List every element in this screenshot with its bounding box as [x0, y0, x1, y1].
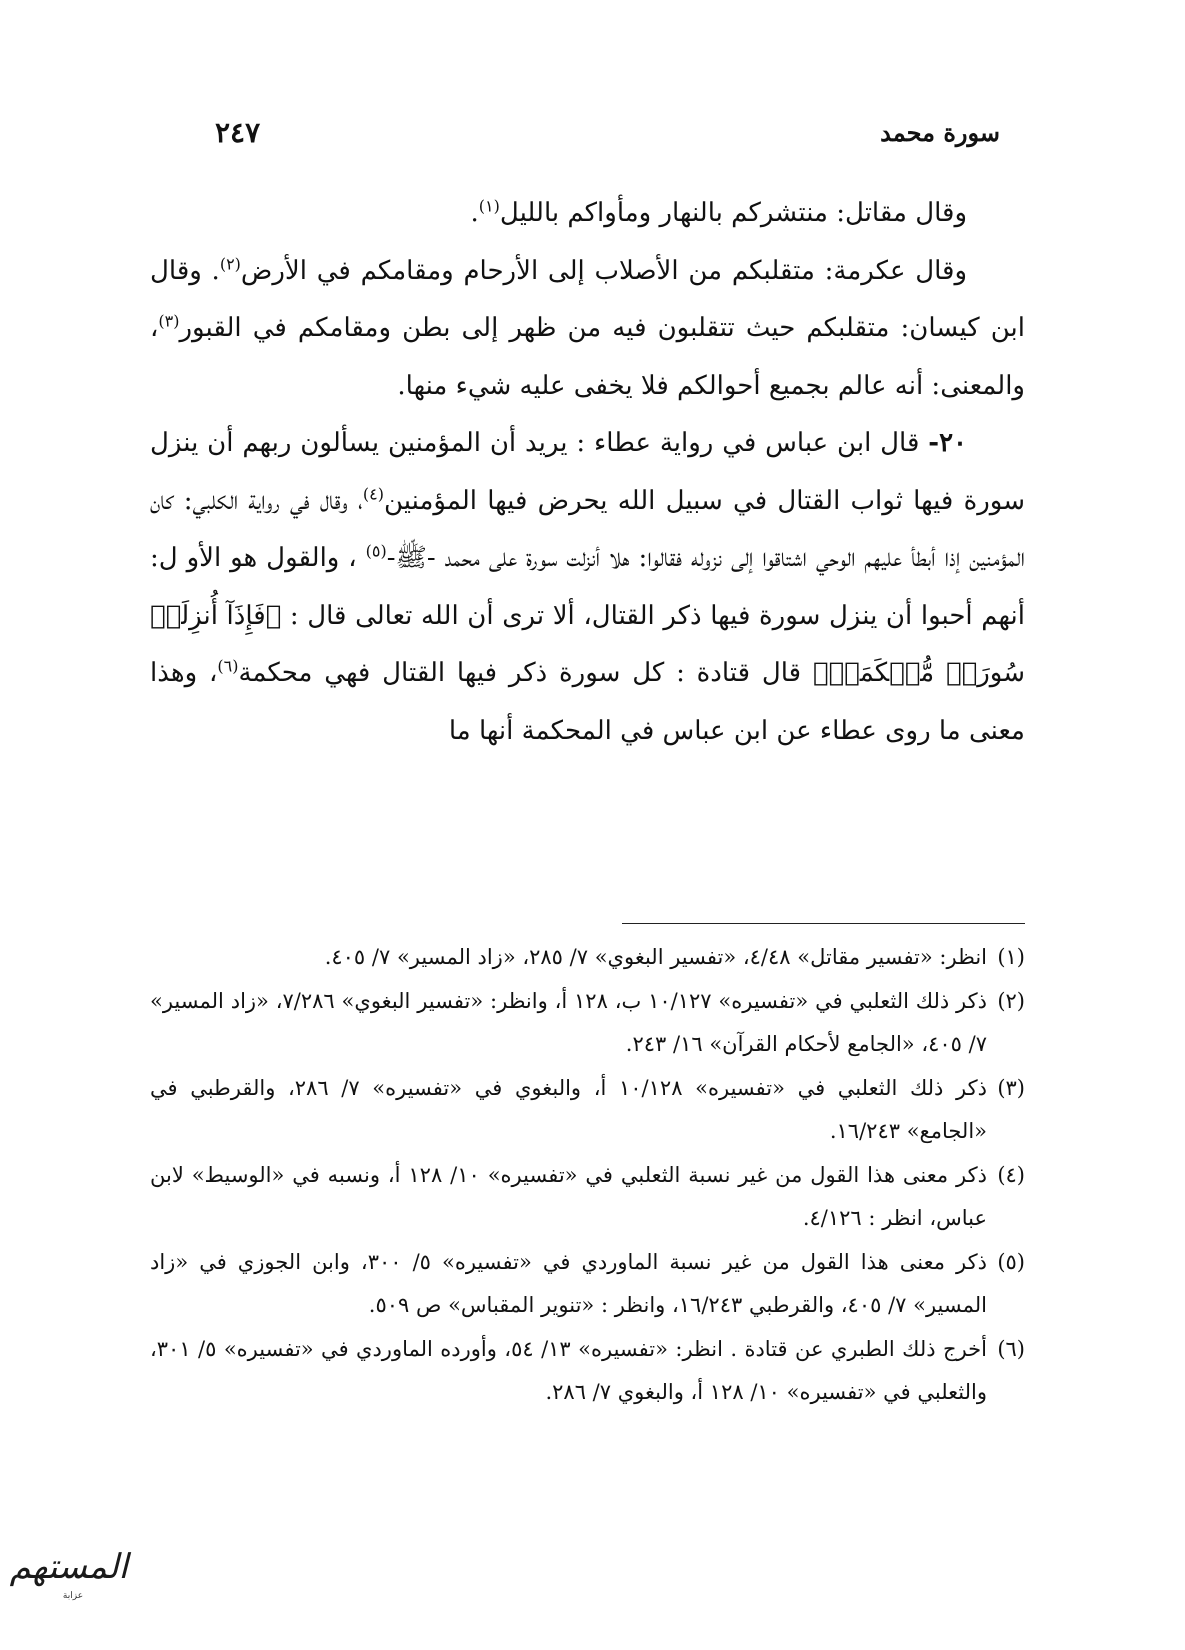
text-run: قال ابن عباس في رواية عطاء : يريد أن المؤمنين يسألون ربهم أن ينزل سورة فيها ثواب القتال في سبيل الله يحرض فيها المؤمنين — [150, 428, 1025, 516]
text-run: وقال مقاتل: منتشركم بالنهار ومأواكم بالليل — [499, 198, 967, 228]
footnote-number: (١) — [997, 945, 1025, 969]
footnote-number: (٤) — [997, 1162, 1025, 1187]
footnotes — [150, 936, 1025, 1415]
footnote-number: (٣) — [997, 1075, 1025, 1100]
page-number: ٢٤٧ — [215, 115, 261, 149]
footnote-number: (٥) — [997, 1249, 1025, 1274]
logo-subtext: عزابة — [62, 1591, 84, 1601]
footnote-text: ذكر معنى هذا القول من غير نسبة الثعلبي في «تفسيره» ١٠/ ١٢٨ أ، ونسبه في «الوسيط» لابن عباس، انظر : ٤/١٢٦. — [150, 1162, 987, 1230]
paragraph — [150, 185, 1025, 243]
text-run: . — [470, 198, 479, 228]
footnote-number: (٦) — [997, 1336, 1025, 1361]
footnote-text: انظر: «تفسير مقاتل» ٤/٤٨، «تفسير البغوي» ٧/ ٢٨٥، «زاد المسير» ٧/ ٤٠٥. — [324, 945, 987, 969]
footnote-ref: (٣) — [158, 311, 180, 331]
footnote — [150, 936, 1025, 980]
footnote-ref: (١) — [478, 196, 500, 216]
paragraph — [150, 243, 1025, 416]
text-run: ، وهذا معنى ما روى عطاء عن ابن عباس في المحكمة أنها ما — [150, 658, 1025, 746]
footnote — [150, 980, 1025, 1067]
text-run: وقال عكرمة: متقلبكم من الأصلاب إلى الأرحام ومقامكم في الأرض — [240, 255, 968, 286]
footnote-ref: (٢) — [219, 253, 241, 273]
footnote-ref: (٥) — [365, 541, 387, 561]
text-run: ، وقال في رواية الكلبي: كان المؤمنين إذا أبطأ عليهم الوحي اشتاقوا إلى نزوله فقالوا: هلا أنزلت سورة على محمد -ﷺ- — [150, 485, 1025, 573]
text-run: ، والقول هو الأو ل: أنهم أحبوا أن ينزل سورة فيها ذكر القتال، ألا ترى أن الله تعالى قال : ﴿فَإِذَآ أُنزِلَتۡ سُورَةٞ مُّحۡكَمَةٞ﴾ قال قتادة : كل سورة ذكر فيها القتال فهي محكمة — [150, 543, 1026, 688]
running-title: سورة محمد — [880, 117, 1000, 147]
publisher-logo — [9, 1545, 128, 1625]
footnote-text: ذكر ذلك الثعلبي في «تفسيره» ١٠/١٢٨ أ، والبغوي في «تفسيره» ٧/ ٢٨٦، والقرطبي في «الجامع» ١٦/٢٤٣. — [150, 1075, 987, 1143]
section-number: ٢٠- — [928, 428, 967, 458]
main-text — [150, 185, 1025, 760]
footnote-text: أخرج ذلك الطبري عن قتادة . انظر: «تفسيره» ١٣/ ٥٤، وأورده الماوردي في «تفسيره» ٥/ ٣٠١، والثعلبي في «تفسيره» ١٠/ ١٢٨ أ، والبغوي ٧/ ٢٨٦. — [150, 1336, 987, 1404]
footnote-ref: (٦) — [217, 656, 239, 676]
footnote — [150, 1328, 1025, 1415]
text-run: ، والمعنى: أنه عالم بجميع أحوالكم فلا يخفى عليه شيء منها. — [150, 313, 1025, 401]
footnote-text: ذكر معنى هذا القول من غير نسبة الماوردي في «تفسيره» ٥/ ٣٠٠، وابن الجوزي في «زاد المسير» ٧/ ٤٠٥، والقرطبي ١٦/٢٤٣، وانظر : «تنوير المقباس» ص ٥٠٩. — [150, 1249, 987, 1317]
text-run: . وقال ابن كيسان: متقلبكم حيث تتقلبون فيه من ظهر إلى بطن ومقامكم في القبور — [150, 255, 1025, 343]
footnote-ref: (٤) — [362, 483, 384, 503]
footnote — [150, 1241, 1025, 1328]
footnote — [150, 1067, 1025, 1154]
paragraph — [150, 415, 1025, 760]
footnote — [150, 1154, 1025, 1241]
footnote-divider — [622, 923, 1025, 924]
logo-calligraphy: المستهم — [9, 1547, 128, 1587]
footnote-text: ذكر ذلك الثعلبي في «تفسيره» ١٠/١٢٧ ب، ١٢٨ أ، وانظر: «تفسير البغوي» ٧/٢٨٦، «زاد المسير» ٧/ ٤٠٥، «الجامع لأحكام القرآن» ١٦/ ٢٤٣. — [150, 988, 987, 1056]
page-header — [215, 112, 1000, 152]
footnote-number: (٢) — [997, 988, 1025, 1013]
